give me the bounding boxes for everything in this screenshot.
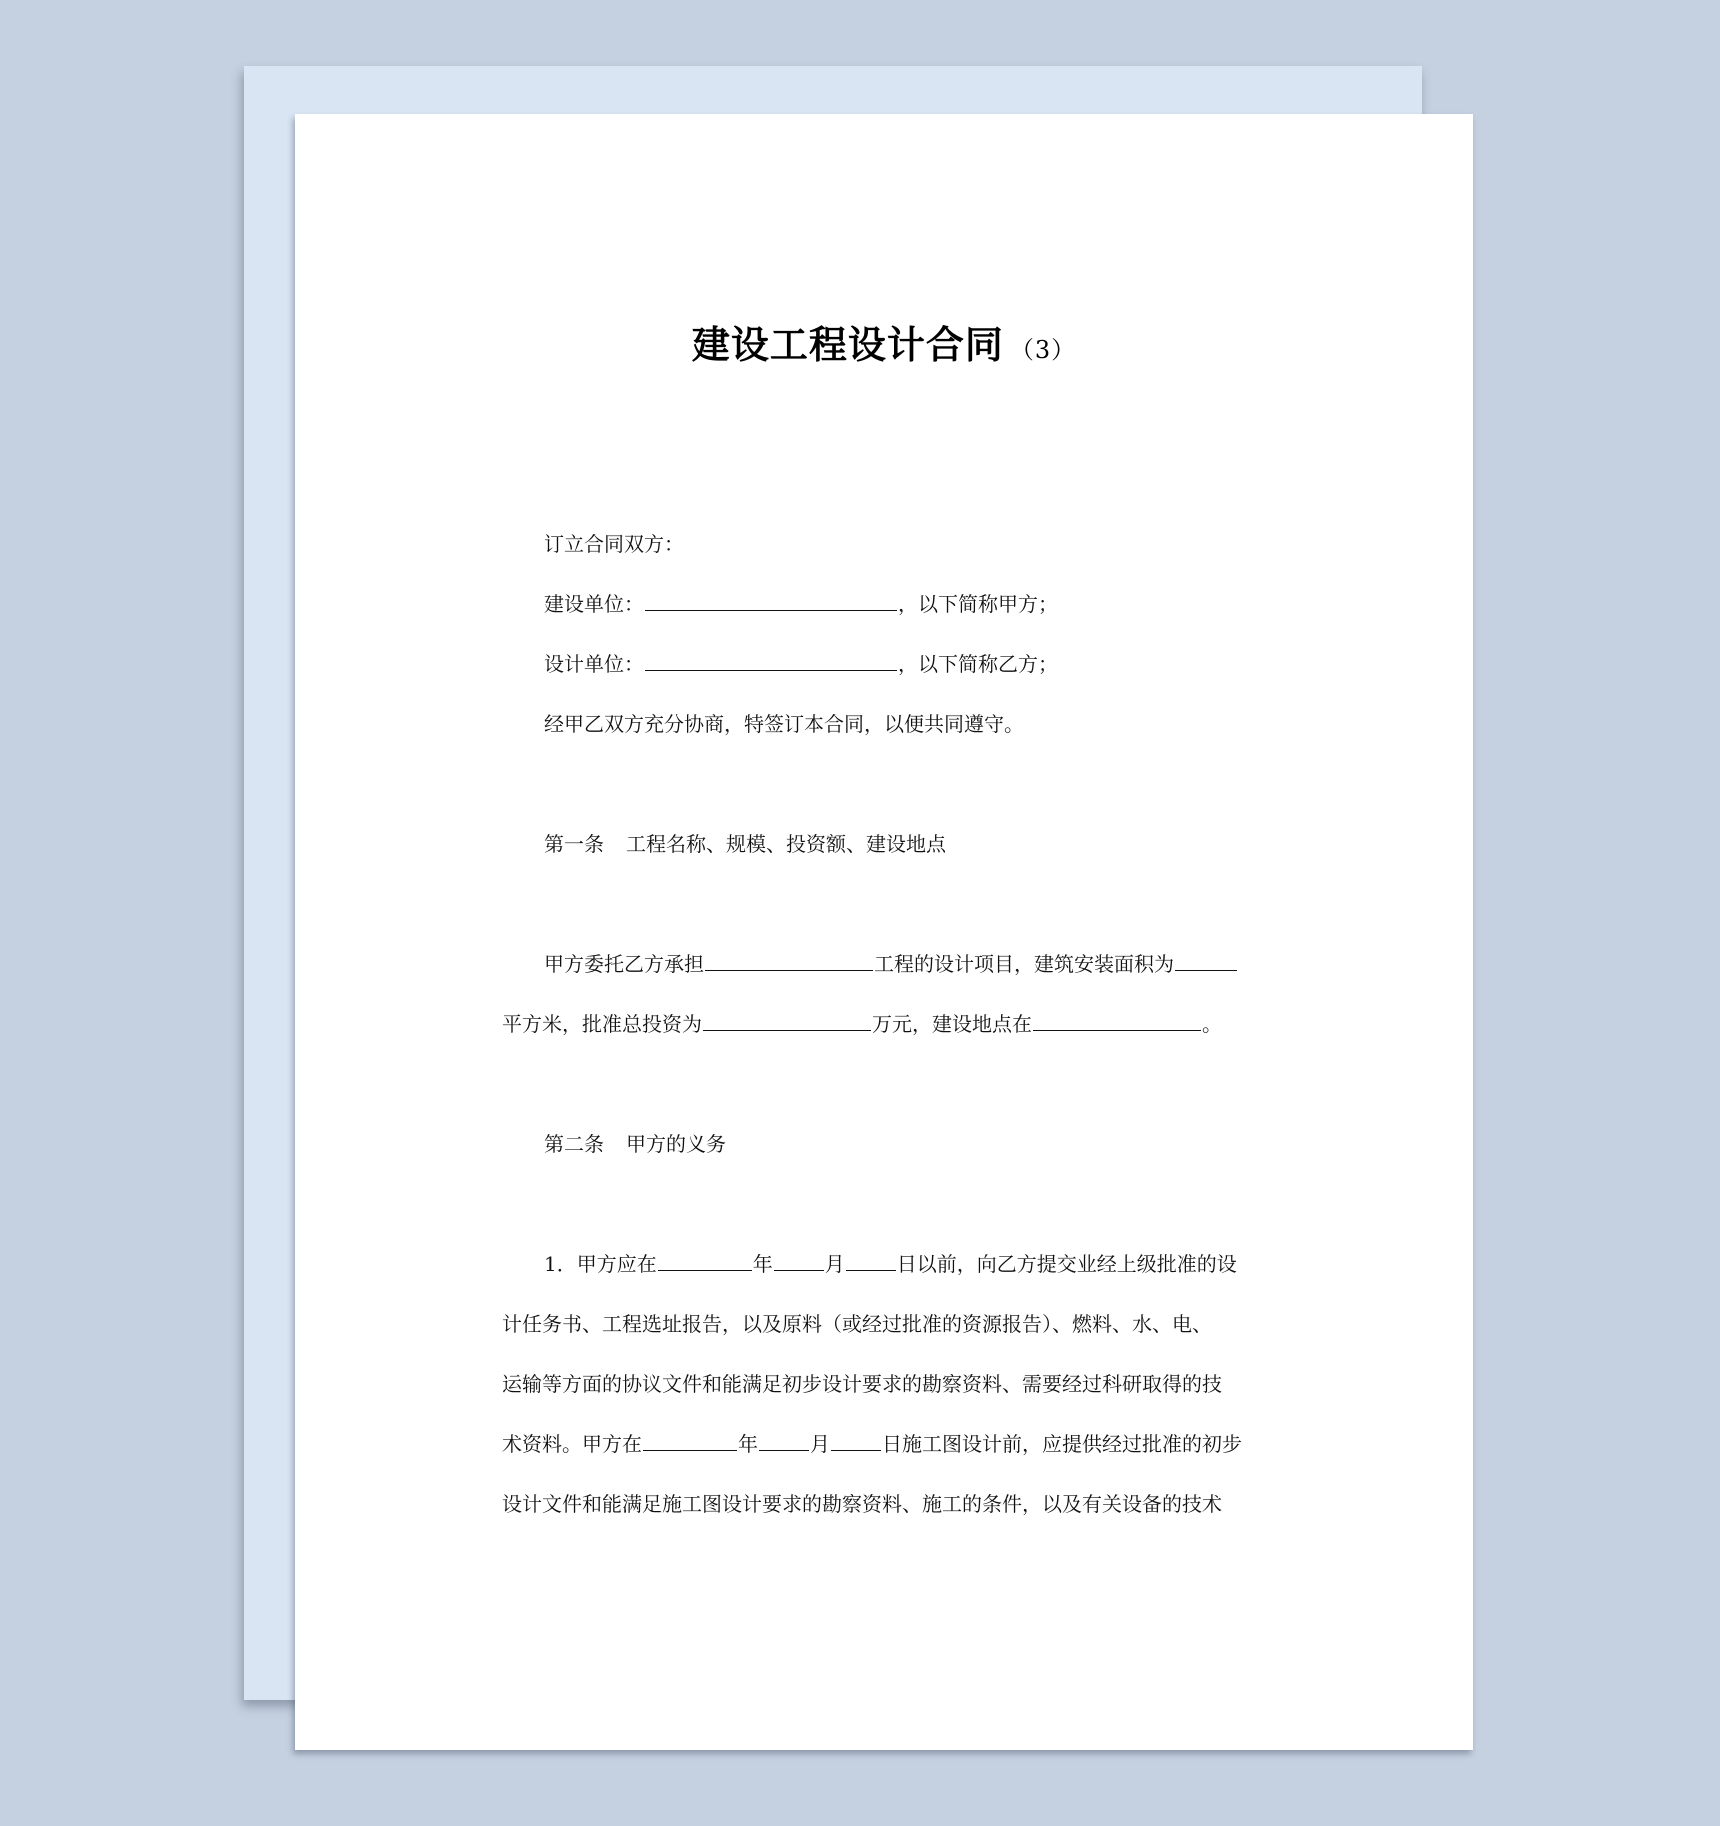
party-a-line: [502, 574, 1272, 634]
article-2-number: 第二条: [544, 1132, 604, 1156]
party-a-label: 建设单位：: [544, 592, 644, 616]
article-1-text: 甲方委托乙方承担: [544, 952, 704, 976]
article-2-text: 术资料。甲方在: [502, 1432, 642, 1456]
party-b-after: ，以下简称乙方；: [898, 652, 1058, 676]
article-2-text: 日施工图设计前，应提供经过批准的初步: [882, 1432, 1242, 1456]
project-name-blank[interactable]: [705, 948, 873, 971]
intro-section: [502, 514, 1272, 754]
year-blank-1[interactable]: [658, 1248, 752, 1271]
article-1-text: 工程的设计项目，建筑安装面积为: [874, 952, 1174, 976]
article-2-title: 甲方的义务: [626, 1132, 726, 1156]
party-a-blank[interactable]: [645, 588, 897, 611]
article-1-text: 万元，建设地点在: [872, 1012, 1032, 1036]
article-1-line-2: [502, 994, 1272, 1054]
year-blank-2[interactable]: [643, 1428, 737, 1451]
article-2-text: 月: [810, 1432, 830, 1456]
article-2-line-3: 运输等方面的协议文件和能满足初步设计要求的勘察资料、需要经过科研取得的技: [502, 1372, 1222, 1396]
investment-blank[interactable]: [703, 1008, 871, 1031]
party-b-line: [502, 634, 1272, 694]
title-text: 建设工程设计合同: [691, 323, 1004, 367]
article-2-line-1: [502, 1234, 1272, 1294]
article-2-heading: [502, 1114, 1272, 1174]
party-b-label: 设计单位：: [544, 652, 644, 676]
article-1-body: [502, 934, 1272, 1054]
document-title: [295, 314, 1473, 369]
article-2-text: 月: [824, 1252, 845, 1276]
party-a-after: ，以下简称甲方；: [898, 592, 1058, 616]
article-2-line-5: 设计文件和能满足施工图设计要求的勘察资料、施工的条件，以及有关设备的技术: [502, 1492, 1222, 1516]
article-2-text: 年: [752, 1252, 773, 1276]
title-suffix: （3）: [1009, 336, 1077, 364]
article-2-line-2: 计任务书、工程选址报告，以及原料（或经过批准的资源报告）、燃料、水、电、: [502, 1312, 1212, 1336]
area-blank[interactable]: [1175, 948, 1237, 971]
party-b-blank[interactable]: [645, 648, 897, 671]
article-1-number: 第一条: [544, 832, 604, 856]
month-blank-1[interactable]: [774, 1248, 824, 1271]
day-blank-1[interactable]: [846, 1248, 896, 1271]
article-1-line-1: [502, 934, 1272, 994]
article-1-text: 。: [1202, 1012, 1222, 1036]
article-1-title: 工程名称、规模、投资额、建设地点: [626, 832, 946, 856]
article-1-heading: [502, 814, 1272, 874]
article-2-body: [502, 1234, 1272, 1534]
article-2-line-4: [502, 1414, 1272, 1474]
article-1-text: 平方米，批准总投资为: [502, 1012, 702, 1036]
intro-heading: 订立合同双方：: [544, 532, 684, 556]
agreement-line: 经甲乙双方充分协商，特签订本合同，以便共同遵守。: [544, 712, 1024, 736]
article-2-text: 年: [738, 1432, 758, 1456]
document-page: [295, 114, 1473, 1750]
month-blank-2[interactable]: [759, 1428, 809, 1451]
location-blank[interactable]: [1033, 1008, 1201, 1031]
article-2-text: 1．甲方应在: [544, 1252, 657, 1276]
day-blank-2[interactable]: [831, 1428, 881, 1451]
article-2-text: 日以前，向乙方提交业经上级批准的设: [896, 1252, 1237, 1276]
